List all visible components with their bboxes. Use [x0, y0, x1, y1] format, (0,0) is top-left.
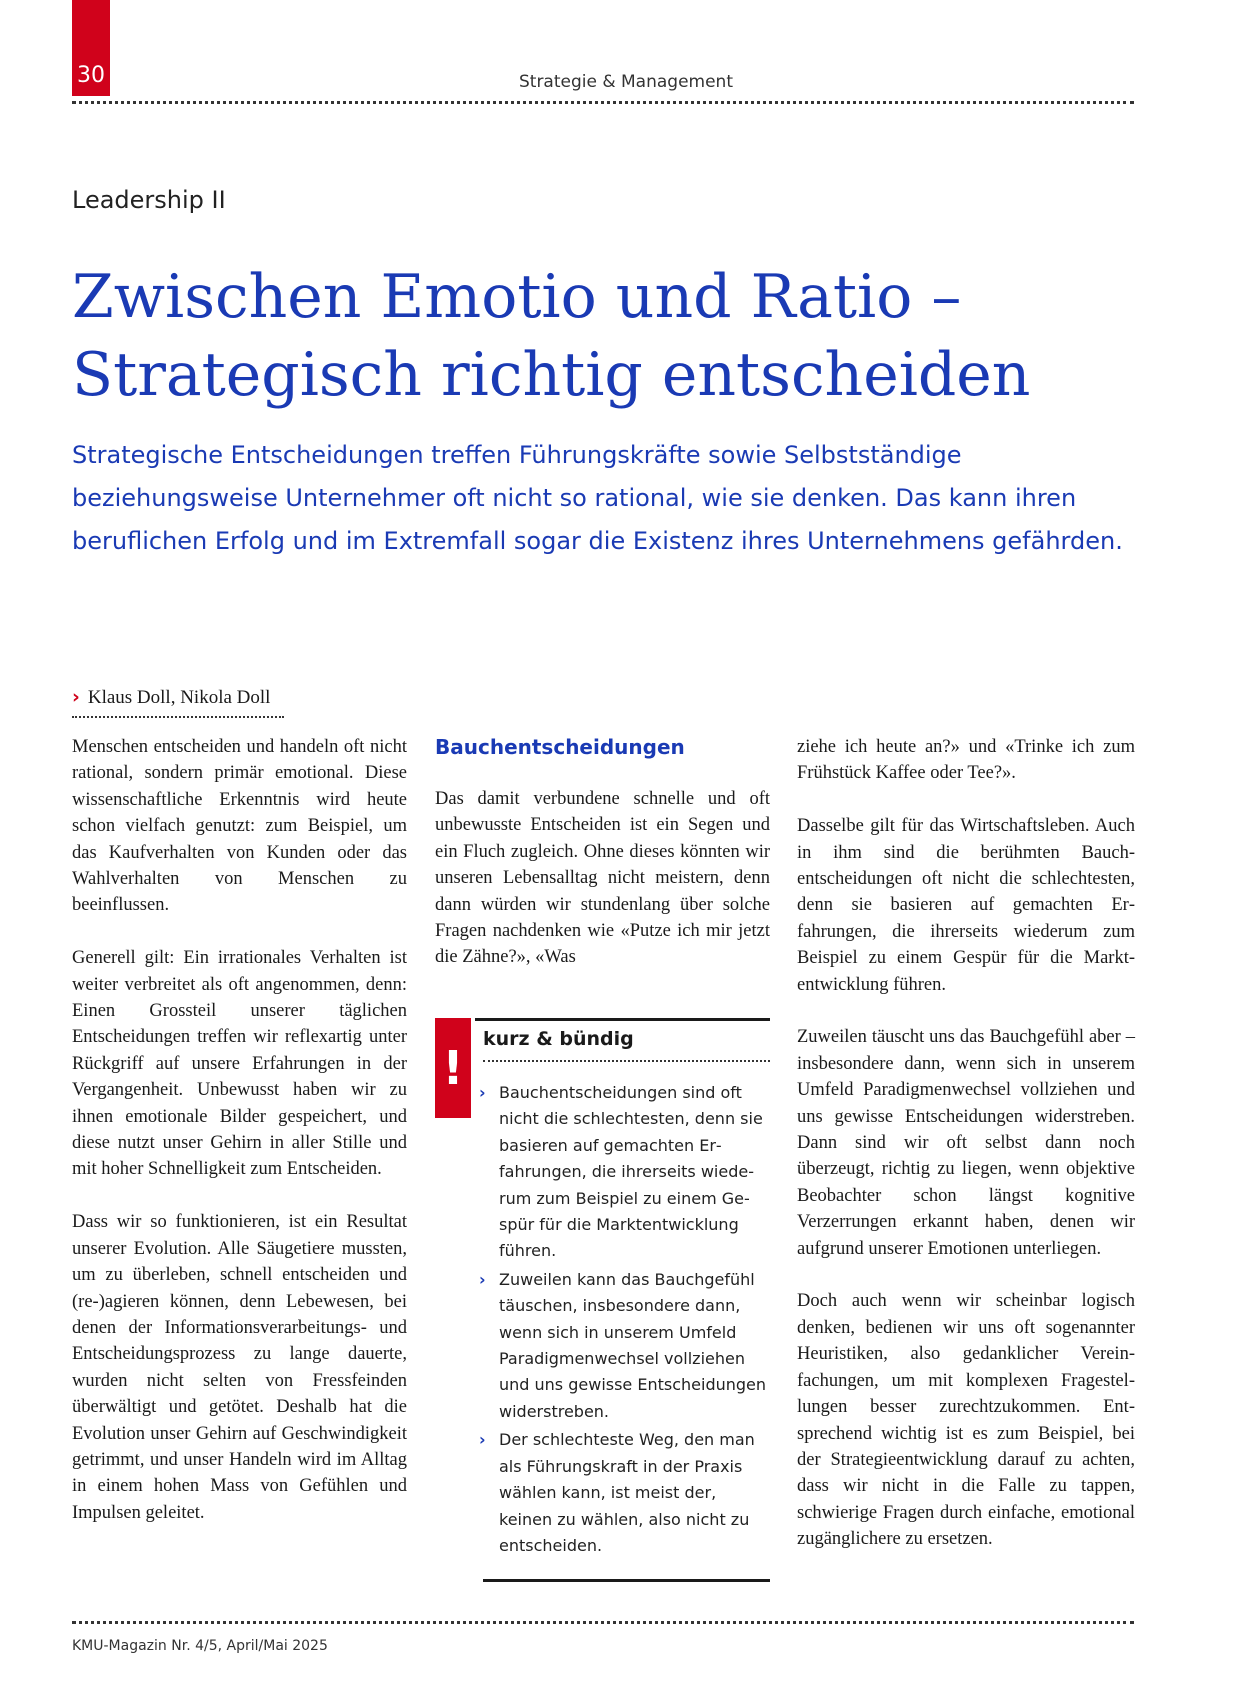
article-title-line: Strategisch richtig entscheiden: [72, 340, 1031, 410]
chevron-right-icon: ›: [479, 1083, 486, 1102]
exclamation-icon: !: [435, 1018, 471, 1118]
footer-issue: KMU-Magazin Nr. 4/5, April/Mai 2025: [72, 1638, 328, 1654]
body-paragraph: Generell gilt: Ein irrationales Verhalten ist weiter verbreitet als oft angenommen, denn: Einen Grossteil unserer täglichen Entscheidungen treffen wir reflexartig unter Rückgriff auf unsere Erfahrungen in der Vergangenheit. Unbewusst haben wir zu ihnen emotionale Bilder gespeichert, und diese nutzt unser Gehirn in aller Stille und mit hoher Schnelligkeit zum Entscheiden.: [72, 948, 407, 1180]
section-subhead: Bauchentscheidungen: [435, 735, 685, 759]
body-column-3: [797, 734, 1135, 1579]
summary-box-title: kurz & bündig: [483, 1028, 634, 1050]
body-column-1: [72, 734, 407, 1553]
chevron-right-icon: ›: [479, 1269, 486, 1289]
header-divider: [72, 101, 1134, 104]
summary-item-text: Bauchentscheidungen sind oft nicht die schlechtesten, denn sie basieren auf gemachten Erfahrungen, die ihrerseits wiederum zum Beispiel zu einem Gespür für die Marktentwicklung führen.: [499, 1083, 763, 1261]
summary-box-top-rule: [475, 1018, 770, 1021]
chevron-right-icon: ›: [479, 1430, 486, 1450]
body-paragraph: Doch auch wenn wir scheinbar logisch denken, bedienen wir uns oft sogenannter Heuristiken, also gedanklicher Vereinfachungen, um mit komplexen Fragestellungen besser zurechtzukommen. Entsprechend wichtig ist es zum Beispiel, bei der Strategieentwicklung darauf zu achten, dass wir nicht in die Falle zu tappen, schwierige Fragen durch einfache, emotional zugänglichere zu ersetzen.: [797, 1291, 1135, 1550]
summary-item-text: Der schlechteste Weg, den man als Führungskraft in der Praxis wählen kann, ist meist der, keinen zu wählen, also nicht zu entscheiden.: [499, 1430, 755, 1555]
summary-box-title-divider: [483, 1060, 770, 1062]
author-divider: [72, 716, 284, 718]
summary-item-text: Zuweilen kann das Bauchgefühl täuschen, insbesondere dann, wenn sich in unserem Umfeld Paradigmenwechsel vollziehen und uns gewisse Entscheidungen widerstreben.: [499, 1269, 767, 1421]
summary-box-bottom-rule: [483, 1579, 770, 1582]
summary-box: [435, 1018, 770, 1582]
running-head: Strategie & Management: [518, 72, 733, 92]
body-paragraph: Menschen entscheiden und handeln oft nicht rational, sondern primär emotional. Diese wissenschaftliche Erkenntnis wird heute schon vielfach genutzt: zum Beispiel, um das Kaufverhalten von Kunden oder das Wahlverhalten von Menschen zu beeinflussen.: [72, 737, 407, 916]
article-title: [72, 258, 1152, 414]
body-paragraph: Dass wir so funktionieren, ist ein Resultat unserer Evolution. Alle Säugetiere mussten, um zu überleben, schnell entscheiden und (re-)agieren können, denn Lebewesen, bei denen der Informationsverarbeitungs- und Entscheidungsprozess zu lange dauerte, wurden nicht selten von Fressfeinden überwältigt und getötet. Deshalb hat die Evolution unser Gehirn auf Geschwindigkeit getrimmt, und unser Handeln wird im Alltag in einem hohen Mass von Gefühlen und Impulsen geleitet.: [72, 1212, 407, 1523]
summary-list: [479, 1080, 769, 1561]
summary-list-item: [479, 1080, 769, 1265]
body-paragraph: Dasselbe gilt für das Wirtschaftsleben. Auch in ihm sind die berühmten Bauchentscheidungen oft nicht die schlechtesten, denn sie basieren auf gemachten Erfahrungen, die ihrerseits wiederum zum Beispiel zu einem Gespür für die Marktentwicklung führen.: [797, 816, 1135, 995]
article-kicker: Leadership II: [72, 186, 226, 214]
chevron-right-icon: ›: [72, 686, 80, 708]
body-column-2: [435, 734, 770, 997]
article-title-line: Zwischen Emotio und Ratio –: [72, 262, 962, 332]
author-line: [72, 686, 270, 709]
body-paragraph: Das damit verbundene schnelle und oft unbewusste Entscheiden ist ein Segen und ein Fluch zugleich. Ohne dieses könnten wir unseren Lebensalltag nicht meistern, denn dann würden wir stundenlang über solche Fragen nachdenken wie «Putze ich mir jetzt die Zähne?», «Was: [435, 789, 770, 968]
footer-divider: [72, 1621, 1134, 1624]
article-lead: Strategische Entscheidungen treffen Führungskräfte sowie Selbstständige beziehungsweise Unternehmer oft nicht so rational, wie sie denken. Das kann ihren beruflichen Erfolg und im Extremfall sogar die Existenz ihres Unternehmens gefährden.: [72, 441, 1123, 555]
body-paragraph: Zuweilen täuscht uns das Bauchgefühl aber – insbesondere dann, wenn sich in unserem Umfeld Paradigmenwechsel vollziehen und uns gewisse Entscheidungen widerstreben. Dann sind wir oft selbst dann noch überzeugt, richtig zu liegen, wenn objektive Beobachter schon längst kognitive Verzerrungen erkannt haben, denen wir aufgrund unserer Emotionen unterliegen.: [797, 1027, 1135, 1259]
body-paragraph: ziehe ich heute an?» und «Trinke ich zum Frühstück Kaffee oder Tee?».: [797, 737, 1135, 784]
author-names: Klaus Doll, Nikola Doll: [87, 687, 271, 708]
summary-list-item: [479, 1267, 769, 1425]
summary-list-item: [479, 1427, 769, 1559]
page-number: 30: [72, 0, 110, 96]
